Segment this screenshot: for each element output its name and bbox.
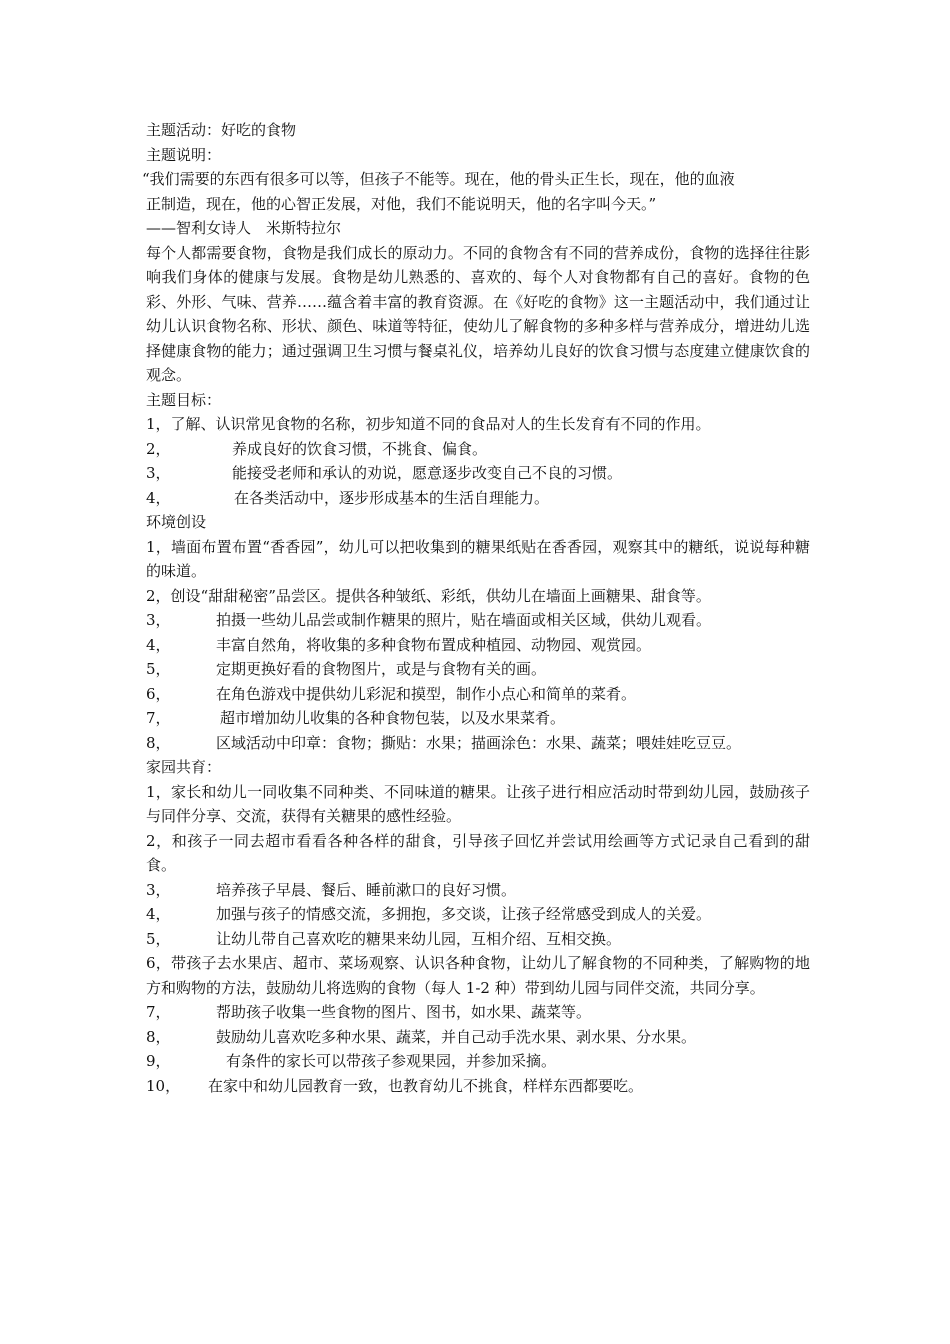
list-item-text: 家长和幼儿一同收集不同种类、不同味道的糖果。让孩子进行相应活动时带到幼儿园，鼓励孩子与同伴分享、交流，获得有关糖果的感性经验。 (146, 782, 810, 825)
list-item (146, 927, 810, 952)
list-item-text: 区域活动中印章：食物；撕贴：水果；描画涂色：水果、蔬菜；喂娃娃吃豆豆。 (216, 733, 742, 752)
list-item (146, 535, 810, 584)
list-item-number: 2， (146, 439, 171, 458)
list-item-text: 在角色游戏中提供幼儿彩泥和摸型，制作小点心和简单的菜肴。 (216, 684, 637, 703)
list-item (146, 1049, 810, 1074)
list-item-text: 让幼儿带自己喜欢吃的糖果来幼儿园，互相介绍、互相交换。 (216, 929, 622, 948)
list-item-number: 7， (146, 1003, 171, 1021)
list-item-number: 1， (146, 782, 171, 801)
list-item-text: 拍摄一些幼儿品尝或制作糖果的照片，贴在墙面或相关区域，供幼儿观看。 (216, 611, 712, 629)
list-item-number: 4， (146, 635, 171, 654)
list-item-number: 1， (146, 537, 171, 556)
list-item-number: 5， (146, 929, 171, 948)
list-item-number: 9， (146, 1052, 171, 1070)
list-item-text: 定期更换好看的食物图片，或是与食物有关的画。 (216, 660, 547, 678)
list-item-number: 4， (146, 488, 171, 507)
list-item-number: 10， (146, 1076, 181, 1095)
list-item (146, 1000, 810, 1025)
document-title: 主题活动：好吃的食物 (146, 121, 297, 139)
list-item-text: 加强与孩子的情感交流，多拥抱，多交谈，让孩子经常感受到成人的关爱。 (216, 905, 712, 923)
description-heading: 主题说明： (146, 145, 222, 164)
list-item-text: 了解、认识常见食物的名称，初步知道不同的食品对人的生长发育有不同的作用。 (170, 415, 711, 433)
list-item (146, 412, 810, 437)
list-item (146, 486, 810, 511)
list-item (146, 731, 810, 756)
list-item-number: 6， (146, 684, 171, 703)
list-item (146, 878, 810, 903)
document-body (142, 118, 811, 1098)
list-item (146, 461, 810, 486)
list-item-number: 1， (146, 415, 171, 433)
list-item-number: 6， (146, 954, 171, 972)
list-item-text: 在各类活动中，逐步形成基本的生活自理能力。 (234, 488, 550, 507)
list-item-text: 在家中和幼儿园教育一致，也教育幼儿不挑食，样样东西都要吃。 (208, 1076, 644, 1095)
list-item (146, 902, 810, 927)
list-item-number: 5， (146, 660, 171, 678)
list-item-number: 2， (146, 831, 172, 850)
list-item-number: 8， (146, 1027, 171, 1046)
list-item-number: 7， (146, 709, 171, 727)
list-item (146, 706, 810, 731)
list-item-text: 养成良好的饮食习惯，不挑食、偏食。 (232, 439, 488, 458)
list-item (146, 829, 810, 878)
list-item-text: 墙面布置布置“香香园”，幼儿可以把收集到的糖果纸贴在香香园，观察其中的糖纸，说说每种糖的味道。 (146, 537, 811, 580)
list-item-number: 2， (146, 586, 171, 605)
list-item (146, 1025, 810, 1050)
list-item-text: 培养孩子早晨、餐后、睡前漱口的良好习惯。 (216, 880, 517, 899)
environment-list (146, 535, 810, 756)
quote-author: ——智利女诗人 米斯特拉尔 (146, 219, 342, 237)
list-item (146, 437, 810, 462)
list-item-text: 能接受老师和承认的劝说，愿意逐步改变自己不良的习惯。 (232, 464, 623, 482)
goals-heading: 主题目标： (146, 390, 222, 409)
list-item-text: 和孩子一同去超市看看各种各样的甜食，引导孩子回忆并尝试用绘画等方式记录自己看到的甜食。 (146, 831, 810, 874)
list-item (146, 951, 810, 1000)
environment-heading: 环境创设 (146, 513, 207, 531)
list-item-number: 3， (146, 464, 171, 482)
list-item-number: 3， (146, 611, 171, 629)
quote-line-2: 正制造，现在，他的心智正发展，对他，我们不能说明天，他的名字叫今天。” (146, 194, 657, 213)
list-item (146, 584, 810, 609)
list-item-number: 3， (146, 880, 171, 899)
list-item (146, 608, 810, 633)
list-item (146, 1074, 810, 1099)
intro-paragraph: 每个人都需要食物，食物是我们成长的原动力。不同的食物含有不同的营养成份，食物的选择往往影响我们身体的健康与发展。食物是幼儿熟悉的、喜欢的、每个人对食物都有自己的喜好。食物的色彩、外形、气味、营养……蕴含着丰富的教育资源。在《好吃的食物》这一主题活动中，我们通过让幼儿认识食物名称、形状、颜色、味道等特征，使幼儿了解食物的多种多样与营养成分，增进幼儿选择健康食物的能力；通过强调卫生习惯与餐桌礼仪，培养幼儿良好的饮食习惯与态度建立健康饮食的观念。 (146, 243, 810, 384)
list-item (146, 633, 810, 658)
list-item (146, 682, 810, 707)
list-item (146, 657, 810, 682)
list-item-text: 丰富自然角，将收集的多种食物布置成种植园、动物园、观赏园。 (216, 635, 652, 654)
list-item-text: 创设“甜甜秘密”品尝区。提供各种皱纸、彩纸，供幼儿在墙面上画糖果、甜食等。 (170, 586, 711, 605)
list-item-text: 有条件的家长可以带孩子参观果园，并参加采摘。 (226, 1052, 557, 1070)
list-item-text: 鼓励幼儿喜欢吃多种水果、蔬菜，并自己动手洗水果、剥水果、分水果。 (216, 1027, 697, 1046)
list-item-number: 4， (146, 905, 171, 923)
quote-line-1: “我们需要的东西有很多可以等，但孩子不能等。现在，他的骨头正生长，现在，他的血液 (142, 170, 735, 188)
home-list (146, 780, 810, 1099)
list-item (146, 780, 810, 829)
list-item-number: 8， (146, 733, 171, 752)
goals-list (146, 412, 810, 510)
list-item-text: 帮助孩子收集一些食物的图片、图书，如水果、蔬菜等。 (216, 1003, 592, 1021)
home-heading: 家园共育： (146, 758, 222, 776)
list-item-text: 带孩子去水果店、超市、菜场观察、认识各种食物，让幼儿了解食物的不同种类，了解购物的地方和购物的方法，鼓励幼儿将选购的食物（每人 1-2 种）带到幼儿园与同伴交流，共同分享。 (146, 954, 810, 997)
list-item-text: 超市增加幼儿收集的各种食物包装，以及水果菜肴。 (220, 709, 566, 727)
